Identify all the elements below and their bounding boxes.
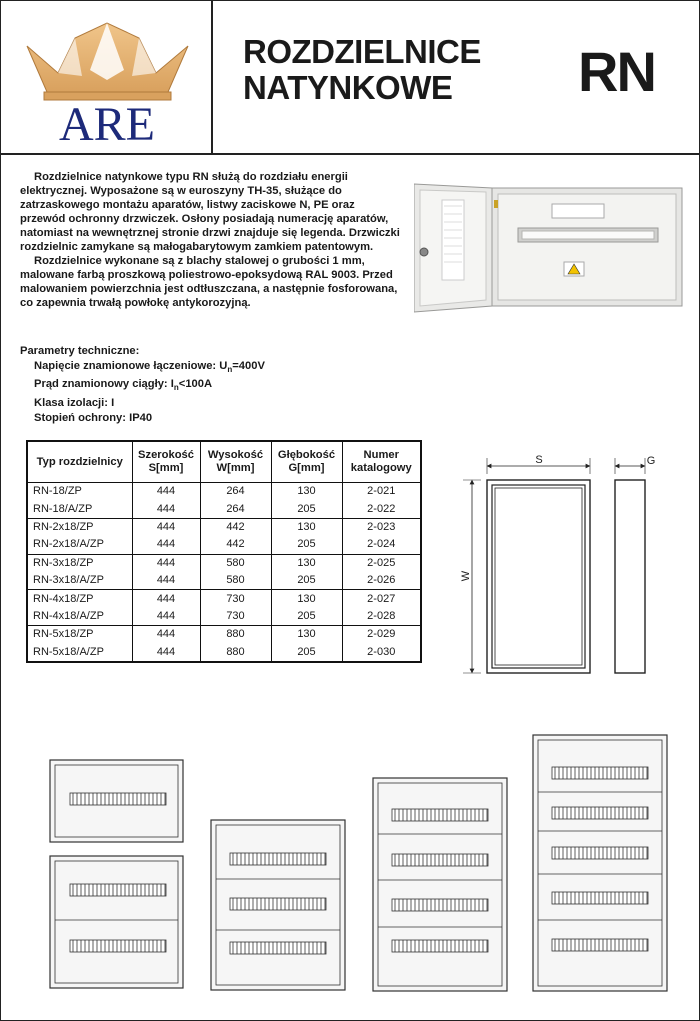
table-header-row xyxy=(27,441,421,483)
table-row: RN-3x18/A/ZP 444 580 205 2-026 xyxy=(27,572,421,590)
parameters-heading: Parametry techniczne: xyxy=(20,345,140,357)
header-width: Szerokość S[mm] xyxy=(132,441,200,483)
crown-logo-icon xyxy=(20,18,195,146)
page-title xyxy=(243,34,481,106)
table-row: RN-2x18/ZP 444 442 130 2-023 xyxy=(27,518,421,536)
description-paragraph-1: Rozdzielnice natynkowe typu RN służą do rozdziału energii elektrycznej. Wyposażone są w euroszyny TH-35, służące do zatrzaskowego montażu aparatów, listwy zaciskowe N, PE oraz przewód ochronny drzwiczek. Osłony posiadają numerację aparatów, natomiast na wewnętrznej stronie drzwi znajduje się legenda. Drzwiczki rozdzielnic zamykane są małogabarytowym zamkiem patentowym. xyxy=(20,171,400,253)
dim-depth-label: G xyxy=(646,455,656,467)
cabinet-2x18 xyxy=(50,856,183,988)
distribution-board-photo-icon xyxy=(414,180,689,315)
technical-parameters xyxy=(20,344,403,425)
cabinet-3x18 xyxy=(211,820,345,990)
title-line-2: NATYNKOWE xyxy=(243,69,453,106)
table-row: RN-4x18/ZP 444 730 130 2-027 xyxy=(27,590,421,608)
description-paragraph-2: Rozdzielnice wykonane są z blachy stalowej o grubości 1 mm, malowane farbą proszkową poliestrowo-epoksydową RAL 9003. Przed malowaniem powierzchnia jest odtłuszczana, a następnie fosforowana, co zapewnia trwałą powłokę antykorozyjną. xyxy=(20,255,398,309)
table-row: RN-2x18/A/ZP 444 442 205 2-024 xyxy=(27,536,421,554)
dimension-drawing xyxy=(455,452,685,682)
table-row: RN-4x18/A/ZP 444 730 205 2-028 xyxy=(27,608,421,626)
cabinet-1x18 xyxy=(50,760,183,842)
dim-height-label: W xyxy=(460,570,472,582)
cabinet-5x18 xyxy=(533,735,667,991)
header-logo-divider xyxy=(211,0,213,153)
header-catalog: Numer katalogowy xyxy=(342,441,421,483)
title-line-1: ROZDZIELNICE xyxy=(243,33,481,70)
header-divider xyxy=(0,153,700,155)
specification-table xyxy=(26,440,422,663)
table-row: RN-5x18/ZP 444 880 130 2-029 xyxy=(27,626,421,644)
table-row: RN-18/A/ZP 444 264 205 2-022 xyxy=(27,500,421,518)
table-row: RN-5x18/A/ZP 444 880 205 2-030 xyxy=(27,644,421,662)
brand-text: ARE xyxy=(59,98,155,146)
description xyxy=(20,170,403,310)
header-height: Wysokość W[mm] xyxy=(200,441,271,483)
dim-width-label: S xyxy=(535,454,543,466)
table-row: RN-18/ZP 444 264 130 2-021 xyxy=(27,483,421,501)
cabinet-4x18 xyxy=(373,778,507,991)
header-depth: Głębokość G[mm] xyxy=(271,441,342,483)
param-protection: Stopień ochrony: IP40 xyxy=(34,411,153,424)
header-type: Typ rozdzielnicy xyxy=(27,441,132,483)
param-voltage: Napięcie znamionowe łączeniowe: $U_n=400V$ xyxy=(34,359,265,374)
series-code: RN xyxy=(578,40,655,103)
table-row: RN-3x18/ZP 444 580 130 2-025 xyxy=(27,554,421,572)
param-insulation: Klasa izolacji: I xyxy=(34,397,115,410)
cabinet-variants xyxy=(0,720,700,1020)
param-current: Prąd znamionowy ciągły: $I_n<100A$ xyxy=(34,378,213,393)
